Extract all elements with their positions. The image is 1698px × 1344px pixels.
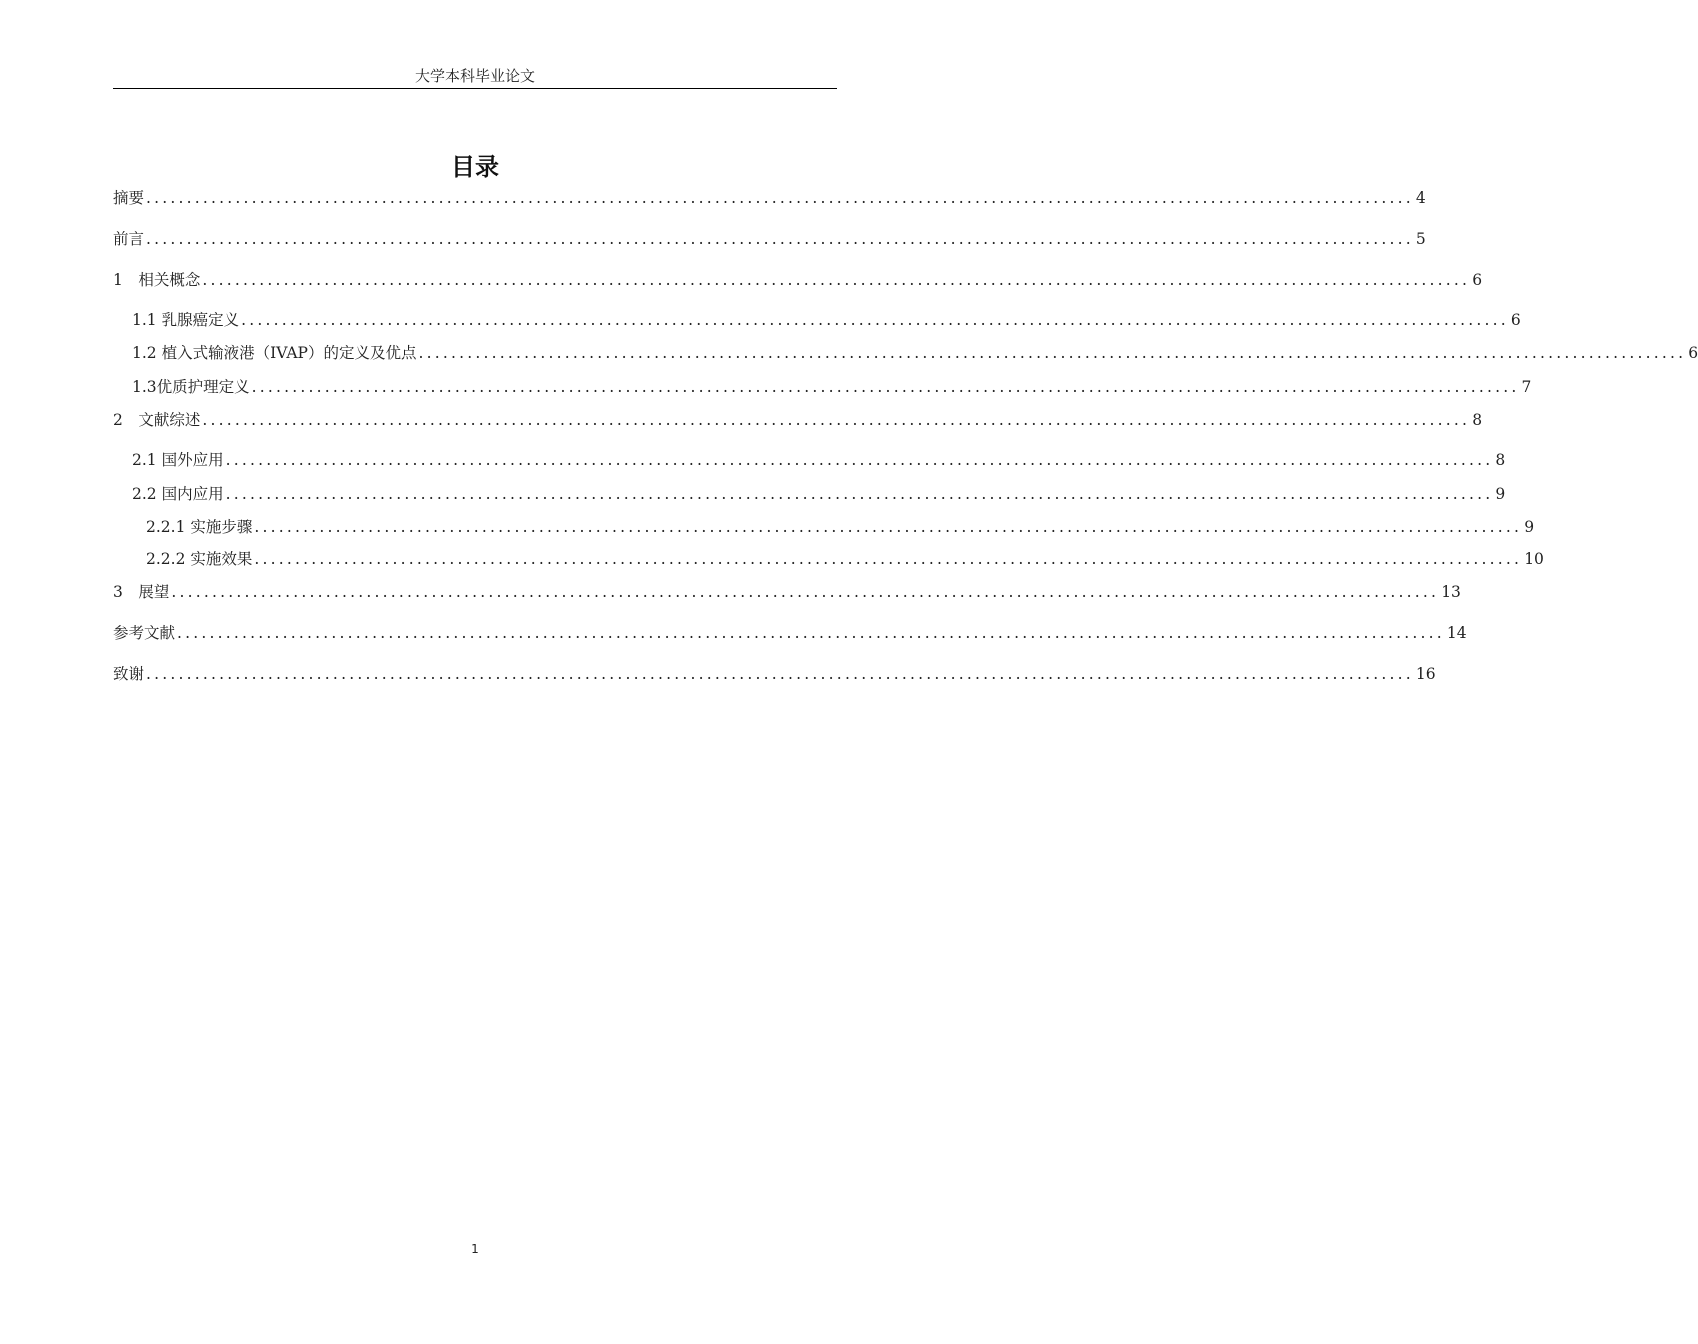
toc-entry-label: 2.1 国外应用	[132, 451, 224, 469]
toc-entry-references[interactable]	[113, 621, 1467, 645]
toc-entry-page: 7	[1521, 378, 1532, 396]
toc-entry-chapter-3[interactable]	[113, 580, 1461, 604]
toc-dot-leader: ............................................................................................................................................................	[254, 518, 1523, 536]
toc-entry-label: 前言	[113, 230, 145, 248]
toc-entry-abstract[interactable]	[113, 186, 1426, 210]
toc-title: 目录	[451, 153, 499, 181]
toc-entry-page: 8	[1472, 411, 1483, 429]
toc-entry-label: 1 相关概念	[113, 271, 201, 289]
page-number: 1	[471, 1242, 479, 1256]
toc-dot-leader: ............................................................................................................................................................	[202, 271, 1471, 289]
toc-entry-label: 2.2.2 实施效果	[146, 550, 253, 568]
toc-entry-label: 1.1 乳腺癌定义	[132, 311, 240, 329]
toc-entry-label: 2 文献综述	[113, 411, 201, 429]
toc-dot-leader: ............................................................................................................................................................	[225, 451, 1494, 469]
toc-dot-leader: ............................................................................................................................................................	[146, 230, 1414, 248]
toc-dot-leader: ............................................................................................................................................................	[202, 411, 1471, 429]
toc-entry-page: 6	[1472, 271, 1483, 289]
toc-entry-page: 6	[1688, 344, 1698, 362]
toc-entry-section-2-1[interactable]	[132, 448, 1506, 472]
toc-entry-page: 5	[1415, 230, 1426, 248]
toc-entry-label: 2.2 国内应用	[132, 485, 224, 503]
toc-dot-leader: ............................................................................................................................................................	[225, 485, 1494, 503]
toc-entry-label: 2.2.1 实施步骤	[146, 518, 253, 536]
toc-dot-leader: ............................................................................................................................................................	[146, 665, 1414, 683]
toc-dot-leader: ............................................................................................................................................................	[146, 189, 1414, 207]
toc-dot-leader: ............................................................................................................................................................	[418, 344, 1687, 362]
toc-entry-page: 4	[1415, 189, 1426, 207]
toc-entry-label: 参考文献	[113, 624, 176, 642]
toc-entry-section-1-3[interactable]	[132, 375, 1532, 399]
toc-entry-acknowledgements[interactable]	[113, 662, 1436, 686]
toc-entry-label: 摘要	[113, 189, 145, 207]
toc-entry-label: 1.2 植入式输液港（IVAP）的定义及优点	[132, 344, 417, 362]
toc-entry-page: 10	[1524, 550, 1544, 568]
toc-dot-leader: ............................................................................................................................................................	[171, 583, 1440, 601]
toc-dot-leader: ............................................................................................................................................................	[254, 550, 1523, 568]
toc-entry-page: 9	[1524, 518, 1535, 536]
toc-entry-section-1-2[interactable]	[132, 341, 1698, 365]
toc-entry-label: 致谢	[113, 665, 145, 683]
toc-entry-page: 6	[1510, 311, 1521, 329]
toc-entry-preface[interactable]	[113, 227, 1426, 251]
toc-dot-leader: ............................................................................................................................................................	[251, 378, 1520, 396]
toc-entry-chapter-2[interactable]	[113, 408, 1483, 432]
toc-entry-page: 9	[1495, 485, 1506, 503]
running-header: 大学本科毕业论文	[414, 67, 535, 85]
toc-entry-label: 1.3优质护理定义	[132, 378, 250, 396]
toc-entry-chapter-1[interactable]	[113, 268, 1483, 292]
toc-entry-section-1-1[interactable]	[132, 308, 1521, 332]
toc-entry-page: 14	[1446, 624, 1467, 642]
toc-entry-page: 13	[1441, 583, 1461, 601]
toc-entry-label: 3 展望	[113, 583, 170, 601]
header-rule	[113, 88, 837, 89]
toc-dot-leader: ............................................................................................................................................................	[177, 624, 1445, 642]
toc-entry-page: 16	[1415, 665, 1436, 683]
toc-entry-section-2-2[interactable]	[132, 482, 1506, 506]
toc-entry-page: 8	[1495, 451, 1506, 469]
toc-entry-section-2-2-1[interactable]	[146, 515, 1535, 539]
toc-entry-section-2-2-2[interactable]	[146, 547, 1544, 571]
toc-dot-leader: ............................................................................................................................................................	[241, 311, 1509, 329]
